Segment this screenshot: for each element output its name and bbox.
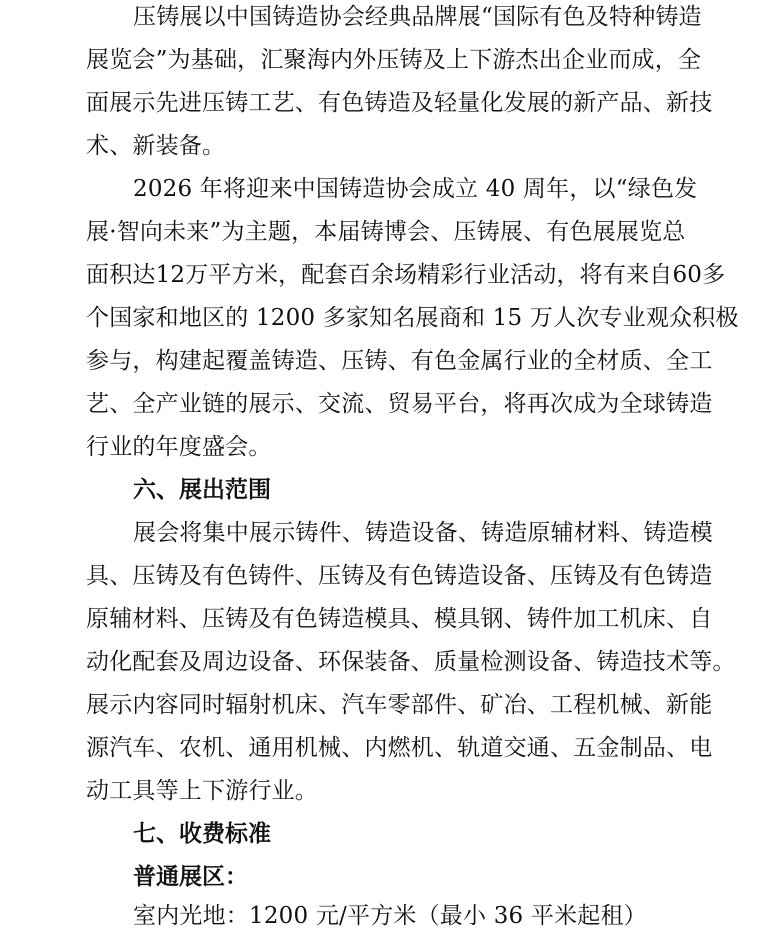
paragraph-line: 展览会”为基础，汇聚海内外压铸及上下游杰出企业而成，全	[86, 47, 702, 73]
paragraph-line: 具、压铸及有色铸件、压铸及有色铸造设备、压铸及有色铸造	[86, 563, 713, 589]
paragraph-line: 动工具等上下游行业。	[86, 778, 318, 804]
section-heading: 七、收费标准	[133, 821, 271, 847]
paragraph-line: 展·智向未来”为主题，本届铸博会、压铸展、有色展展览总	[86, 219, 686, 245]
paragraph-line: 行业的年度盛会。	[86, 434, 272, 460]
paragraph-line: 艺、全产业链的展示、交流、贸易平台，将再次成为全球铸造	[86, 391, 713, 417]
paragraph-line: 个国家和地区的 1200 多家知名展商和 15 万人次专业观众积极	[86, 305, 739, 331]
section-heading: 六、展出范围	[133, 477, 271, 503]
paragraph-line: 参与，构建起覆盖铸造、压铸、有色金属行业的全材质、全工	[86, 348, 713, 374]
paragraph-line: 原辅材料、压铸及有色铸造模具、模具钢、铸件加工机床、自	[86, 606, 713, 632]
paragraph-line: 压铸展以中国铸造协会经典品牌展“国际有色及特种铸造	[133, 4, 702, 30]
subheading: 普通展区：	[133, 864, 248, 890]
paragraph-line: 展示内容同时辐射机床、汽车零部件、矿冶、工程机械、新能	[86, 692, 713, 718]
paragraph-line: 面积达12万平方米，配套百余场精彩行业活动，将有来自60多	[86, 262, 726, 288]
paragraph-line: 展会将集中展示铸件、铸造设备、铸造原辅材料、铸造模	[133, 520, 713, 546]
paragraph-line: 源汽车、农机、通用机械、内燃机、轨道交通、五金制品、电	[86, 735, 713, 761]
paragraph-line: 2026 年将迎来中国铸造协会成立 40 周年，以“绿色发	[133, 176, 698, 202]
paragraph-line: 室内光地：1200 元/平方米（最小 36 平米起租）	[133, 903, 647, 929]
paragraph-line: 动化配套及周边设备、环保装备、质量检测设备、铸造技术等。	[86, 649, 736, 675]
paragraph-line: 面展示先进压铸工艺、有色铸造及轻量化发展的新产品、新技	[86, 90, 713, 116]
paragraph-line: 术、新装备。	[86, 133, 226, 159]
